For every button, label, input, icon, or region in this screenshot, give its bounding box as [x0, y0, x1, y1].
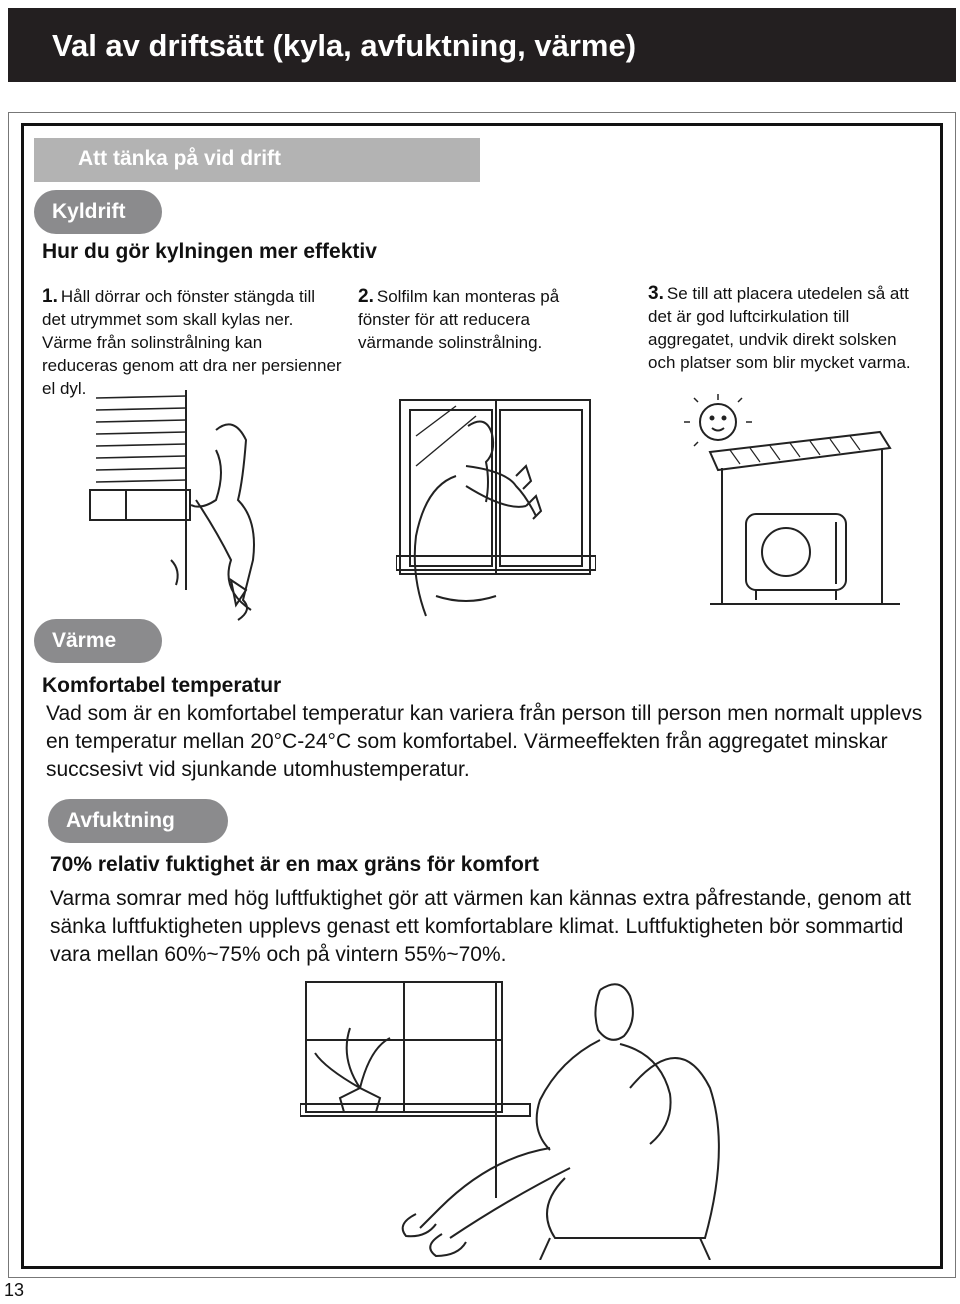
section-title: Att tänka på vid drift	[78, 147, 282, 170]
tip-1-number: 1.	[42, 286, 58, 307]
heating-pill: Värme	[34, 619, 162, 663]
cooling-heading: Hur du gör kylningen mer effektiv	[42, 240, 377, 263]
outdoor-unit-illustration	[650, 392, 910, 638]
heating-text: Vad som är en komfortabel temperatur kan variera från person till person men normalt upplevs en temperatur mellan 20°C-24°C som komfortabel. Värmeeffekten från aggregatet minskar succsesivt vid sjunkande utomhustemperatur.	[46, 702, 923, 781]
page-title: Val av driftsätt (kyla, avfuktning, värme)	[52, 28, 637, 63]
dehumid-text: Varma somrar med hög luftfuktighet gör att värmen kan kännas extra påfrestande, genom att sänka luftfuktigheten upplevs genast ett komfortablare klimat. Luftfuktigheten bör sommartid vara mellan 60%~75% och på vintern 55%~70%.	[50, 887, 912, 966]
cooling-pill: Kyldrift	[34, 190, 162, 234]
tip-2-text: Solfilm kan monteras på fönster för att reducera värmande solinstrålning.	[358, 287, 560, 352]
blinds-illustration	[46, 390, 286, 625]
tip-2-number: 2.	[358, 286, 374, 307]
dehumid-heading: 70% relativ fuktighet är en max gräns för komfort	[50, 853, 539, 876]
tip-2	[358, 285, 598, 354]
dehumid-pill: Avfuktning	[48, 799, 228, 843]
page-number: 13	[4, 1280, 25, 1300]
tip-3	[648, 282, 918, 374]
armchair-illustration	[300, 978, 730, 1260]
section-banner	[34, 138, 480, 182]
tip-1-text: Håll dörrar och fönster stängda till det utrymmet som skall kylas ner. Värme från solinstrålning kan reduceras genom att dra ner persienner el dyl.	[42, 287, 342, 398]
header-bar	[8, 8, 956, 82]
heating-heading: Komfortabel temperatur	[42, 674, 282, 697]
tip-1	[42, 285, 342, 400]
window-film-illustration	[396, 396, 596, 618]
tip-3-text: Se till att placera utedelen så att det är god luftcirkulation till aggregatet, undvik direkt solsken och platser som blir mycket varma.	[648, 284, 911, 372]
tip-3-number: 3.	[648, 283, 664, 304]
